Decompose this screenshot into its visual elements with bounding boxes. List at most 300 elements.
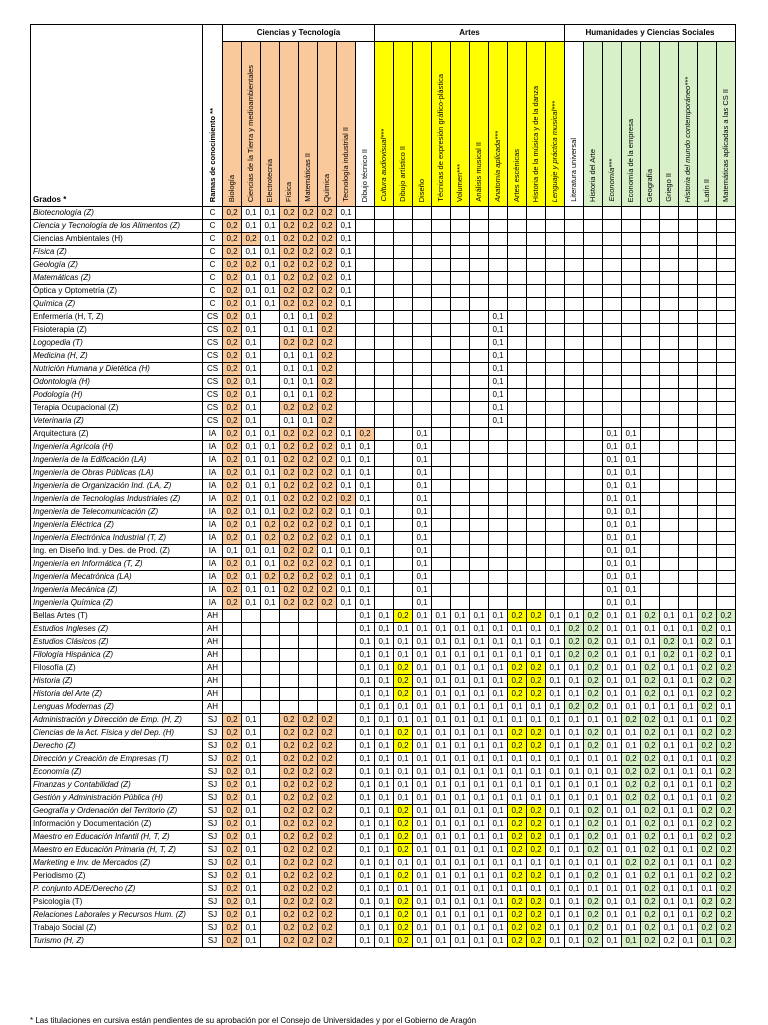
weight-cell bbox=[641, 441, 660, 454]
table-row bbox=[31, 844, 736, 857]
weight-cell bbox=[546, 454, 565, 467]
weight-cell bbox=[527, 532, 546, 545]
weight-cell bbox=[337, 831, 356, 844]
weight-cell: 0,1 bbox=[451, 753, 470, 766]
weight-cell bbox=[413, 402, 432, 415]
weight-cell bbox=[679, 428, 698, 441]
weight-cell: 0,1 bbox=[508, 714, 527, 727]
weight-cell: 0,1 bbox=[451, 922, 470, 935]
weight-cell bbox=[584, 545, 603, 558]
weight-cell bbox=[660, 324, 679, 337]
weight-cell: 0,2 bbox=[223, 519, 242, 532]
weight-cell: 0,1 bbox=[261, 558, 280, 571]
weight-cell: 0,2 bbox=[223, 870, 242, 883]
weight-cell bbox=[508, 350, 527, 363]
weight-cell: 0,1 bbox=[451, 649, 470, 662]
weight-cell: 0,1 bbox=[622, 935, 641, 948]
weight-cell: 0,1 bbox=[242, 558, 261, 571]
weight-cell bbox=[546, 571, 565, 584]
weight-cell: 0,1 bbox=[679, 753, 698, 766]
weight-cell bbox=[641, 259, 660, 272]
weight-cell: 0,1 bbox=[546, 922, 565, 935]
weight-cell bbox=[375, 259, 394, 272]
weight-cell: 0,2 bbox=[527, 688, 546, 701]
weight-cell: 0,2 bbox=[641, 688, 660, 701]
weight-cell bbox=[679, 415, 698, 428]
weight-cell: 0,2 bbox=[318, 792, 337, 805]
table-row bbox=[31, 324, 736, 337]
weight-cell: 0,1 bbox=[432, 896, 451, 909]
weight-cell: 0,2 bbox=[223, 909, 242, 922]
weight-cell: 0,1 bbox=[375, 909, 394, 922]
table-row bbox=[31, 272, 736, 285]
weight-cell bbox=[413, 272, 432, 285]
weight-cell: 0,1 bbox=[242, 311, 261, 324]
weight-cell: 0,1 bbox=[432, 922, 451, 935]
weight-cell bbox=[261, 350, 280, 363]
weight-cell: 0,1 bbox=[489, 727, 508, 740]
weight-cell bbox=[565, 363, 584, 376]
weight-cell: 0,1 bbox=[356, 714, 375, 727]
weight-cell: 0,2 bbox=[261, 519, 280, 532]
grado-name: Turismo (H, Z) bbox=[31, 935, 203, 948]
weight-cell: 0,2 bbox=[584, 662, 603, 675]
weight-cell: 0,1 bbox=[242, 519, 261, 532]
weight-cell: 0,1 bbox=[546, 883, 565, 896]
weight-cell: 0,1 bbox=[242, 545, 261, 558]
weight-cell: 0,2 bbox=[527, 818, 546, 831]
subject-label: Cultura audiovisual*** bbox=[379, 129, 388, 202]
weight-cell bbox=[546, 389, 565, 402]
weight-cell: 0,1 bbox=[413, 649, 432, 662]
weight-cell: 0,2 bbox=[318, 883, 337, 896]
weight-cell bbox=[337, 766, 356, 779]
weight-cell bbox=[679, 454, 698, 467]
weight-cell: 0,2 bbox=[698, 649, 717, 662]
weight-cell bbox=[546, 532, 565, 545]
weight-cell: 0,2 bbox=[698, 688, 717, 701]
weight-cell bbox=[527, 298, 546, 311]
weight-cell bbox=[489, 558, 508, 571]
weight-cell bbox=[451, 389, 470, 402]
weight-cell: 0,1 bbox=[470, 805, 489, 818]
weight-cell: 0,1 bbox=[660, 831, 679, 844]
weight-cell bbox=[679, 389, 698, 402]
weight-cell: 0,1 bbox=[622, 441, 641, 454]
weight-cell bbox=[394, 428, 413, 441]
weight-cell bbox=[489, 571, 508, 584]
weight-cell bbox=[489, 246, 508, 259]
weight-cell bbox=[261, 662, 280, 675]
weight-cell: 0,1 bbox=[375, 636, 394, 649]
weight-cell bbox=[261, 753, 280, 766]
weight-cell bbox=[451, 493, 470, 506]
weight-cell: 0,1 bbox=[394, 753, 413, 766]
weight-cell bbox=[394, 337, 413, 350]
weight-cell: 0,2 bbox=[223, 896, 242, 909]
weight-cell bbox=[546, 597, 565, 610]
table-row bbox=[31, 311, 736, 324]
weight-cell bbox=[565, 350, 584, 363]
weight-cell: 0,1 bbox=[622, 428, 641, 441]
weight-cell: 0,1 bbox=[489, 363, 508, 376]
weight-cell: 0,2 bbox=[641, 935, 660, 948]
weight-cell: 0,1 bbox=[489, 649, 508, 662]
weight-cell: 0,2 bbox=[318, 220, 337, 233]
weight-cell: 0,2 bbox=[280, 883, 299, 896]
weight-cell bbox=[413, 389, 432, 402]
weight-cell: 0,2 bbox=[318, 935, 337, 948]
weight-cell: 0,2 bbox=[299, 207, 318, 220]
weight-cell bbox=[489, 532, 508, 545]
weight-cell bbox=[394, 233, 413, 246]
weight-cell bbox=[679, 298, 698, 311]
weight-cell bbox=[489, 233, 508, 246]
weight-cell: 0,2 bbox=[527, 922, 546, 935]
weight-cell: 0,1 bbox=[261, 207, 280, 220]
weight-cell: 0,2 bbox=[261, 571, 280, 584]
weight-cell: 0,1 bbox=[451, 909, 470, 922]
weight-cell bbox=[565, 272, 584, 285]
weight-cell bbox=[622, 233, 641, 246]
weight-cell: 0,1 bbox=[413, 909, 432, 922]
weight-cell bbox=[413, 207, 432, 220]
weight-cell: 0,1 bbox=[413, 857, 432, 870]
weight-cell: 0,1 bbox=[603, 883, 622, 896]
weight-cell bbox=[622, 298, 641, 311]
weight-cell bbox=[717, 597, 736, 610]
weight-cell: 0,1 bbox=[470, 701, 489, 714]
weight-cell: 0,1 bbox=[546, 753, 565, 766]
weight-cell: 0,1 bbox=[432, 935, 451, 948]
weight-cell: 0,2 bbox=[584, 831, 603, 844]
weight-cell: 0,1 bbox=[622, 675, 641, 688]
rama-code: CS bbox=[203, 402, 223, 415]
weight-cell: 0,2 bbox=[223, 311, 242, 324]
weight-cell: 0,1 bbox=[242, 909, 261, 922]
weight-cell: 0,2 bbox=[584, 727, 603, 740]
weight-cell: 0,2 bbox=[698, 636, 717, 649]
weight-cell: 0,1 bbox=[375, 844, 394, 857]
grado-name: Economía (Z) bbox=[31, 766, 203, 779]
weight-cell bbox=[394, 402, 413, 415]
weight-cell: 0,1 bbox=[451, 779, 470, 792]
table-row bbox=[31, 558, 736, 571]
weight-cell: 0,2 bbox=[717, 896, 736, 909]
weight-cell bbox=[622, 350, 641, 363]
weight-cell: 0,1 bbox=[356, 896, 375, 909]
weight-cell: 0,1 bbox=[660, 818, 679, 831]
weight-cell bbox=[432, 376, 451, 389]
rama-code: SJ bbox=[203, 740, 223, 753]
weight-cell: 0,1 bbox=[394, 792, 413, 805]
weight-cell bbox=[622, 402, 641, 415]
weight-cell: 0,2 bbox=[318, 350, 337, 363]
weight-cell bbox=[242, 610, 261, 623]
weight-cell: 0,2 bbox=[717, 857, 736, 870]
weight-cell bbox=[337, 350, 356, 363]
weight-cell: 0,2 bbox=[318, 532, 337, 545]
weight-cell: 0,2 bbox=[337, 493, 356, 506]
rama-code: SJ bbox=[203, 896, 223, 909]
weight-cell: 0,2 bbox=[318, 857, 337, 870]
table-row bbox=[31, 285, 736, 298]
weight-cell bbox=[565, 532, 584, 545]
weight-cell: 0,2 bbox=[717, 740, 736, 753]
weight-cell bbox=[698, 246, 717, 259]
subject-column-header bbox=[489, 42, 508, 207]
weight-cell: 0,2 bbox=[318, 870, 337, 883]
weight-cell: 0,2 bbox=[717, 922, 736, 935]
weight-cell bbox=[565, 428, 584, 441]
rama-code: SJ bbox=[203, 831, 223, 844]
weight-cell bbox=[356, 337, 375, 350]
weight-cell bbox=[451, 259, 470, 272]
weight-cell: 0,2 bbox=[584, 870, 603, 883]
weight-cell bbox=[470, 246, 489, 259]
weight-cell: 0,1 bbox=[375, 727, 394, 740]
weight-cell: 0,2 bbox=[527, 610, 546, 623]
grado-name: Ingeniería Eléctrica (Z) bbox=[31, 519, 203, 532]
weight-cell: 0,1 bbox=[489, 675, 508, 688]
table-row bbox=[31, 610, 736, 623]
weight-cell: 0,2 bbox=[527, 870, 546, 883]
weight-cell: 0,1 bbox=[622, 649, 641, 662]
weight-cell: 0,2 bbox=[318, 727, 337, 740]
weight-cell bbox=[261, 701, 280, 714]
rama-code: IA bbox=[203, 480, 223, 493]
weight-cell: 0,2 bbox=[280, 857, 299, 870]
weight-cell bbox=[584, 454, 603, 467]
weight-cell: 0,1 bbox=[432, 727, 451, 740]
weight-cell: 0,1 bbox=[299, 311, 318, 324]
weight-cell: 0,2 bbox=[584, 636, 603, 649]
weight-cell bbox=[565, 376, 584, 389]
weight-cell bbox=[641, 233, 660, 246]
weight-cell bbox=[603, 324, 622, 337]
weight-cell bbox=[451, 480, 470, 493]
weight-cell: 0,2 bbox=[280, 454, 299, 467]
weight-cell: 0,2 bbox=[698, 623, 717, 636]
weight-cell: 0,1 bbox=[603, 480, 622, 493]
weight-cell: 0,2 bbox=[394, 831, 413, 844]
table-row bbox=[31, 675, 736, 688]
weight-cell: 0,1 bbox=[622, 662, 641, 675]
weight-cell: 0,1 bbox=[470, 662, 489, 675]
weight-cell bbox=[660, 376, 679, 389]
weight-cell bbox=[641, 220, 660, 233]
weight-cell: 0,1 bbox=[508, 649, 527, 662]
weight-cell: 0,2 bbox=[280, 779, 299, 792]
grado-name: Arquitectura (Z) bbox=[31, 428, 203, 441]
weight-cell: 0,2 bbox=[261, 532, 280, 545]
weight-cell bbox=[394, 246, 413, 259]
table-row bbox=[31, 441, 736, 454]
rama-code: AH bbox=[203, 701, 223, 714]
weight-cell: 0,2 bbox=[698, 922, 717, 935]
weight-cell: 0,1 bbox=[413, 714, 432, 727]
weight-cell bbox=[394, 558, 413, 571]
weight-cell bbox=[679, 584, 698, 597]
weight-cell: 0,1 bbox=[413, 753, 432, 766]
weight-cell bbox=[242, 623, 261, 636]
weight-cell: 0,2 bbox=[299, 896, 318, 909]
rama-code: IA bbox=[203, 532, 223, 545]
weight-cell: 0,2 bbox=[299, 220, 318, 233]
weight-cell bbox=[394, 441, 413, 454]
weight-cell bbox=[432, 493, 451, 506]
weight-cell bbox=[337, 792, 356, 805]
weight-cell bbox=[394, 597, 413, 610]
weight-cell bbox=[698, 493, 717, 506]
weight-cell: 0,1 bbox=[660, 792, 679, 805]
weight-cell: 0,1 bbox=[622, 506, 641, 519]
weight-cell bbox=[679, 272, 698, 285]
weight-cell bbox=[679, 337, 698, 350]
weight-cell: 0,2 bbox=[717, 727, 736, 740]
weight-cell bbox=[508, 558, 527, 571]
weight-cell: 0,1 bbox=[451, 766, 470, 779]
weight-cell: 0,2 bbox=[299, 233, 318, 246]
weight-cell: 0,1 bbox=[413, 818, 432, 831]
weight-cell bbox=[489, 597, 508, 610]
weight-cell bbox=[394, 571, 413, 584]
table-row bbox=[31, 493, 736, 506]
weight-cell: 0,1 bbox=[660, 883, 679, 896]
weight-cell bbox=[394, 376, 413, 389]
weight-cell bbox=[337, 727, 356, 740]
weight-cell: 0,1 bbox=[546, 662, 565, 675]
weight-cell bbox=[261, 935, 280, 948]
weight-cell bbox=[375, 441, 394, 454]
weight-cell: 0,2 bbox=[299, 519, 318, 532]
weight-cell bbox=[261, 623, 280, 636]
weight-cell: 0,2 bbox=[299, 402, 318, 415]
table-row bbox=[31, 805, 736, 818]
weight-cell bbox=[223, 701, 242, 714]
weight-cell bbox=[717, 532, 736, 545]
weight-cell bbox=[565, 233, 584, 246]
weight-cell bbox=[337, 753, 356, 766]
weight-cell bbox=[432, 428, 451, 441]
weight-cell: 0,1 bbox=[432, 649, 451, 662]
weight-cell: 0,1 bbox=[546, 649, 565, 662]
rama-code: IA bbox=[203, 506, 223, 519]
weight-cell: 0,2 bbox=[508, 662, 527, 675]
weight-cell: 0,1 bbox=[413, 636, 432, 649]
weight-cell bbox=[641, 376, 660, 389]
grado-name: Ingeniería Electrónica Industrial (T, Z) bbox=[31, 532, 203, 545]
weight-cell bbox=[508, 298, 527, 311]
weight-cell: 0,1 bbox=[546, 805, 565, 818]
rama-code: CS bbox=[203, 389, 223, 402]
grado-name: Enfermería (H, T, Z) bbox=[31, 311, 203, 324]
weight-cell bbox=[451, 441, 470, 454]
table-row bbox=[31, 467, 736, 480]
weight-cell: 0,1 bbox=[356, 792, 375, 805]
weight-cell bbox=[375, 363, 394, 376]
weight-cell: 0,1 bbox=[413, 441, 432, 454]
weight-cell: 0,2 bbox=[280, 493, 299, 506]
weight-cell bbox=[717, 350, 736, 363]
weight-cell bbox=[280, 649, 299, 662]
weight-cell bbox=[584, 415, 603, 428]
weight-cell bbox=[337, 688, 356, 701]
weight-cell: 0,2 bbox=[223, 857, 242, 870]
weight-cell bbox=[622, 415, 641, 428]
weight-cell: 0,1 bbox=[603, 584, 622, 597]
weight-cell: 0,1 bbox=[375, 753, 394, 766]
weight-cell: 0,2 bbox=[280, 558, 299, 571]
weight-cell bbox=[337, 883, 356, 896]
weight-cell bbox=[451, 350, 470, 363]
weight-cell bbox=[394, 467, 413, 480]
rama-code: C bbox=[203, 233, 223, 246]
weight-cell bbox=[527, 441, 546, 454]
subject-column-header bbox=[413, 42, 432, 207]
weight-cell bbox=[432, 298, 451, 311]
weight-cell bbox=[622, 220, 641, 233]
weight-cell bbox=[432, 545, 451, 558]
weight-cell: 0,1 bbox=[356, 831, 375, 844]
weight-cell bbox=[508, 519, 527, 532]
weight-cell bbox=[470, 389, 489, 402]
weight-cell: 0,1 bbox=[679, 675, 698, 688]
weight-cell: 0,1 bbox=[546, 727, 565, 740]
weight-cell: 0,1 bbox=[413, 896, 432, 909]
weight-cell bbox=[470, 285, 489, 298]
weight-cell bbox=[299, 662, 318, 675]
weight-cell: 0,1 bbox=[508, 753, 527, 766]
weight-cell bbox=[546, 584, 565, 597]
weight-cell: 0,2 bbox=[223, 324, 242, 337]
weight-cell bbox=[527, 246, 546, 259]
weight-cell bbox=[489, 272, 508, 285]
weight-cell: 0,2 bbox=[242, 259, 261, 272]
weight-cell: 0,2 bbox=[318, 519, 337, 532]
weight-cell: 0,2 bbox=[299, 272, 318, 285]
weight-cell: 0,2 bbox=[394, 805, 413, 818]
weight-cell: 0,1 bbox=[356, 623, 375, 636]
weight-cell: 0,1 bbox=[489, 909, 508, 922]
weight-cell: 0,2 bbox=[641, 792, 660, 805]
weight-cell bbox=[318, 675, 337, 688]
weight-cell bbox=[584, 389, 603, 402]
weight-cell bbox=[337, 935, 356, 948]
weight-cell: 0,1 bbox=[451, 896, 470, 909]
weight-cell: 0,2 bbox=[660, 636, 679, 649]
rama-code: CS bbox=[203, 324, 223, 337]
weight-cell: 0,1 bbox=[337, 480, 356, 493]
weight-cell bbox=[584, 220, 603, 233]
table-row bbox=[31, 909, 736, 922]
weight-cell: 0,1 bbox=[679, 623, 698, 636]
weight-cell bbox=[280, 675, 299, 688]
weight-cell: 0,1 bbox=[375, 688, 394, 701]
weight-cell bbox=[375, 350, 394, 363]
weight-cell bbox=[717, 519, 736, 532]
weight-cell: 0,1 bbox=[356, 493, 375, 506]
weight-cell bbox=[261, 818, 280, 831]
weight-cell: 0,1 bbox=[489, 740, 508, 753]
weight-cell: 0,1 bbox=[242, 324, 261, 337]
weight-cell bbox=[641, 389, 660, 402]
weight-cell bbox=[451, 415, 470, 428]
rama-code: CS bbox=[203, 415, 223, 428]
weight-cell: 0,1 bbox=[660, 805, 679, 818]
weight-cell: 0,2 bbox=[508, 727, 527, 740]
weight-cell: 0,1 bbox=[622, 740, 641, 753]
